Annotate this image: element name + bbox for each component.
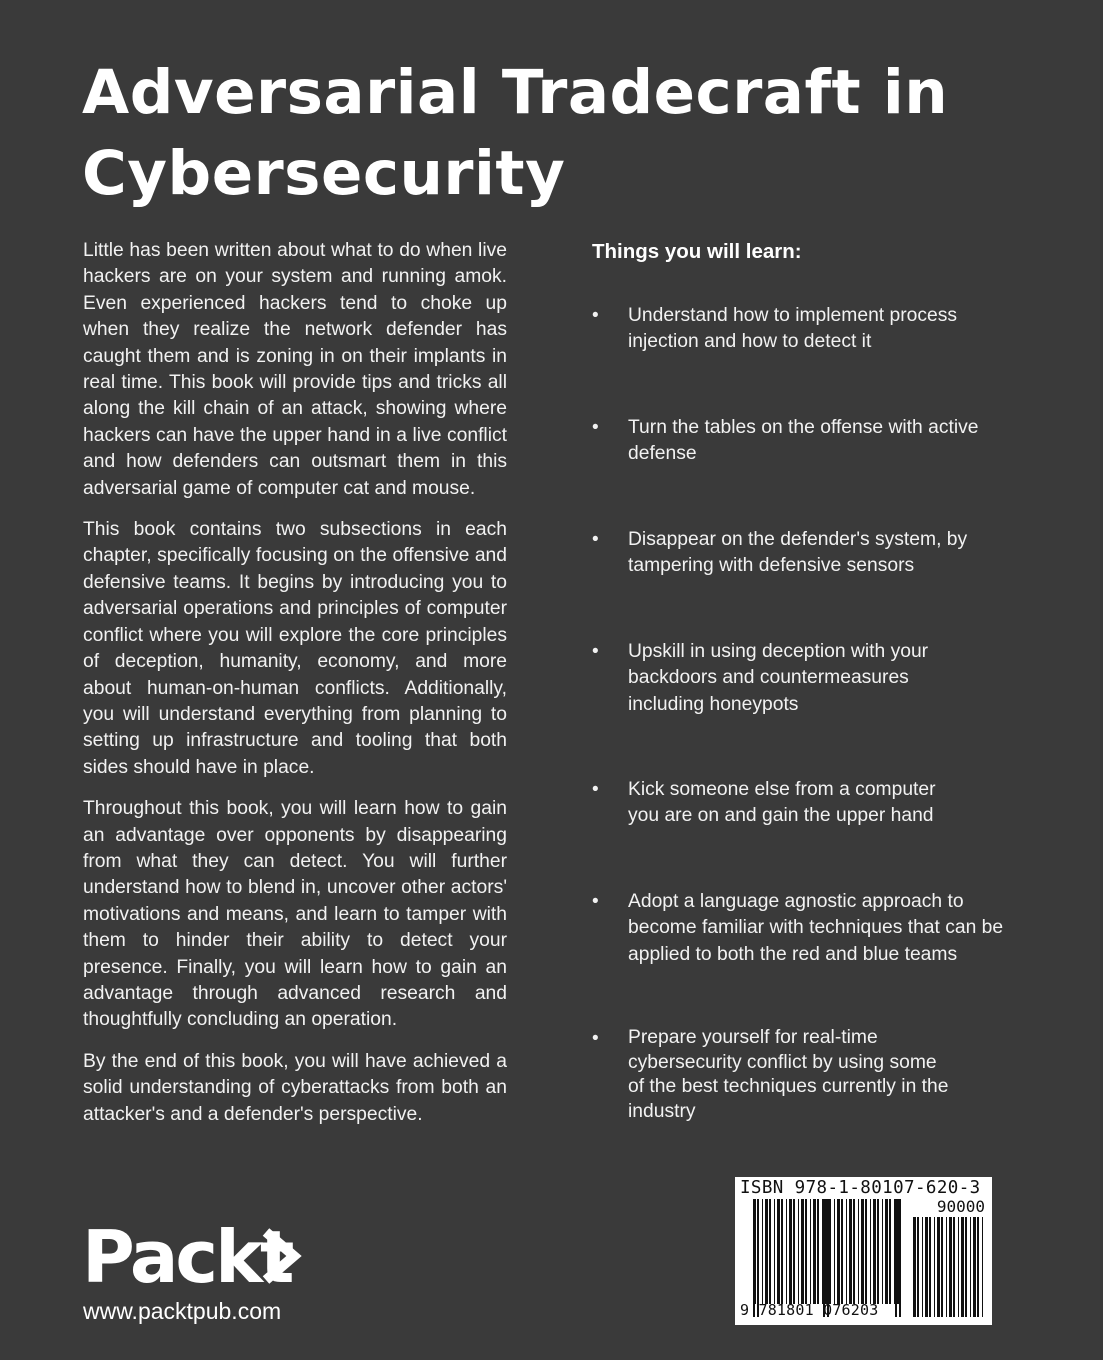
bullet-icon: • (592, 417, 599, 438)
barcode-guard-bar (827, 1199, 829, 1317)
book-title (82, 52, 1022, 214)
barcode-bar (786, 1199, 787, 1304)
learning-item (592, 777, 1032, 830)
barcode-guard-bar (895, 1199, 897, 1317)
isbn-label: ISBN 978-1-80107-620-3 (740, 1178, 981, 1198)
barcode-bar (858, 1199, 859, 1304)
learning-item-text: Kick someone else from a computer you are on and gain the upper hand (628, 779, 936, 827)
barcode-bar (813, 1199, 816, 1304)
learning-item (592, 889, 1032, 968)
learning-section (592, 238, 1032, 1122)
barcode-bar (885, 1199, 888, 1304)
barcode-bar (922, 1217, 923, 1317)
barcode-bar (805, 1199, 807, 1304)
barcode-bar (853, 1199, 855, 1304)
barcode-bar (937, 1217, 940, 1317)
barcode-bar (946, 1217, 947, 1317)
barcode-bar (765, 1199, 768, 1304)
bullet-icon: • (592, 305, 599, 326)
barcode-bar (774, 1199, 775, 1304)
barcode-bar (841, 1199, 843, 1304)
description-paragraph-4: By the end of this book, you will have achieved a solid understanding of cyberattacks from both an attacker's and a defender's perspective. (83, 1050, 507, 1125)
learning-item (592, 303, 1032, 356)
barcode-bar (894, 1199, 895, 1304)
barcode-bar (861, 1199, 864, 1304)
isbn-barcode (735, 1177, 992, 1325)
barcode-guard-bar (823, 1199, 825, 1317)
barcode-bar (970, 1217, 971, 1317)
barcode-bar (798, 1199, 799, 1304)
barcode-guard-bar (753, 1199, 755, 1317)
barcode-bar (941, 1217, 943, 1317)
barcode-bar (793, 1199, 795, 1304)
packt-logo-text: Packt (82, 1215, 292, 1294)
bullet-icon: • (592, 1028, 599, 1049)
title-line-2: Cybersecurity (82, 138, 566, 209)
barcode-bar (958, 1217, 959, 1317)
learning-item-text: Disappear on the defender's system, by tampering with defensive sensors (628, 529, 968, 577)
price-code: 90000 (936, 1197, 985, 1216)
description-paragraph-2: This book contains two subsections in each chapter, specifically focusing on the offensive and defensive teams. It begins by introducing you to adversarial operations and principles of computer conflict where you will explore the core principles of deception, humanity, economy, and more about human-on-human conflicts. Additionally, you will understand everything from planning to setting up infrastructure and tooling that both sides should have in place. (83, 519, 507, 778)
barcode-bar (810, 1199, 811, 1304)
description-paragraph-3: Throughout this book, you will learn how to gain an advantage over opponents by disappearing from what they can detect. You will further understand how to blend in, uncover other actors' motivations and means, and learn to tamper with them to hinder their ability to detect your presence. Finally, you will learn how to gain an advantage through advanced research and thoughtfully concluding an operation. (83, 798, 507, 1031)
barcode-bar (953, 1217, 955, 1317)
barcode-bar (889, 1199, 891, 1304)
bullet-icon: • (592, 891, 599, 912)
learning-item (592, 415, 1032, 468)
learning-item-text: Turn the tables on the offense with active defense (628, 417, 979, 465)
learning-item (592, 1026, 1032, 1124)
bullet-icon: • (592, 529, 599, 550)
learning-item-text: Upskill in using deception with your backdoors and countermeasures including honeypots (628, 641, 929, 715)
barcode-bar (882, 1199, 883, 1304)
barcode-bar (877, 1199, 879, 1304)
learning-item-text: Adopt a language agnostic approach to become familiar with techniques that can be applied to both the red and blue teams (628, 891, 1004, 965)
barcode-bar (849, 1199, 852, 1304)
barcode-bar (982, 1217, 983, 1317)
barcode-bar (817, 1199, 819, 1304)
barcode-bar (949, 1217, 952, 1317)
description-paragraph-1: Little has been written about what to do when live hackers are on your system and running amok. Even experienced hackers tend to choke up when they realize the network defender has caught them and is zoning in on their implants in real time. This book will provide tips and tricks all along the kill chain of an attack, showing where hackers can have the upper hand in a live conflict and how defenders can outsmart them in this adversarial game of computer cat and mouse. (83, 240, 507, 499)
learning-item-text: Understand how to implement process injection and how to detect it (628, 305, 958, 353)
barcode-bar (837, 1199, 840, 1304)
title-line-1: Adversarial Tradecraft in (82, 57, 949, 128)
barcode-bar (873, 1199, 876, 1304)
learning-item-text: Prepare yourself for real-time cybersecurity conflict by using some of the best techniques currently in the industry (628, 1027, 949, 1122)
barcode-bar (834, 1199, 835, 1304)
book-description (83, 238, 507, 1143)
learning-heading: Things you will learn: (592, 240, 802, 263)
packt-logo (82, 1214, 312, 1294)
barcode-bar (917, 1217, 919, 1317)
barcode-bar (865, 1199, 867, 1304)
barcode-bar (934, 1217, 935, 1317)
learning-item (592, 639, 1032, 718)
barcode-bar (781, 1199, 783, 1304)
barcode-bar (929, 1217, 931, 1317)
bullet-icon: • (592, 779, 599, 800)
barcode-bar (829, 1199, 831, 1304)
barcode-bar (961, 1217, 964, 1317)
barcode-bar (977, 1217, 979, 1317)
barcode-guard-bar (757, 1199, 759, 1317)
barcode-guard-bar (899, 1199, 901, 1317)
barcode-bar (913, 1217, 916, 1317)
barcode-bar (846, 1199, 847, 1304)
barcode-bar (769, 1199, 771, 1304)
barcode-digits: 9 781801 076203 (740, 1301, 879, 1319)
learning-item (592, 527, 1032, 580)
bullet-icon: • (592, 641, 599, 662)
barcode-bar (801, 1199, 804, 1304)
barcode-bar (870, 1199, 871, 1304)
barcode-bar (762, 1199, 763, 1304)
barcode-bar (777, 1199, 780, 1304)
barcode-bar (822, 1199, 823, 1304)
publisher-website: www.packtpub.com (83, 1298, 282, 1324)
barcode-bar (973, 1217, 976, 1317)
barcode-bar (965, 1217, 967, 1317)
barcode-bar (925, 1217, 928, 1317)
barcode-bar (789, 1199, 792, 1304)
